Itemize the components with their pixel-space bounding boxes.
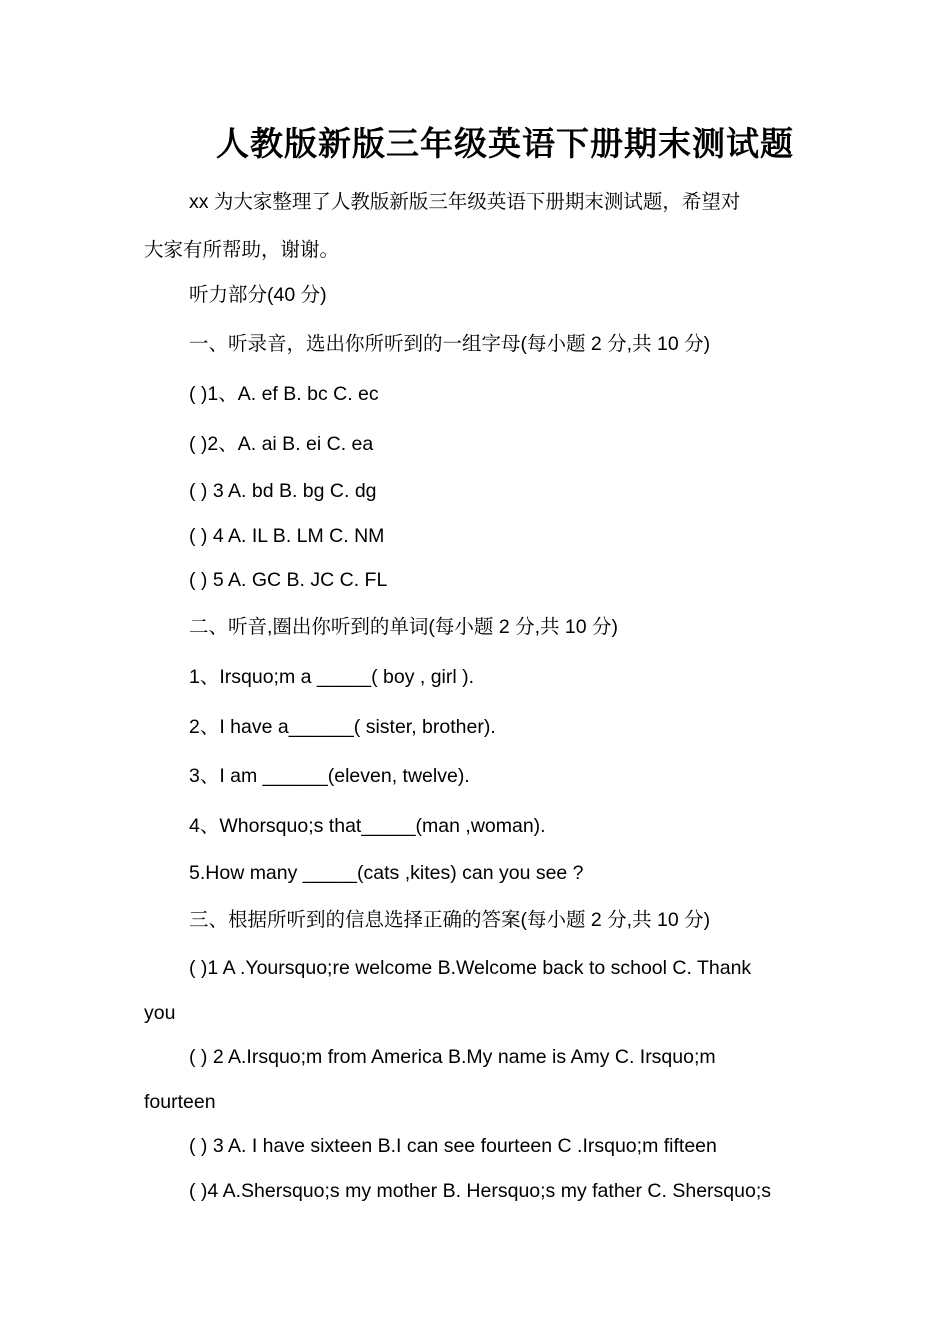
section2-item: 2、I have a______( sister, brother).	[189, 716, 496, 738]
section3-question-2-continued: fourteen	[144, 1091, 216, 1113]
intro-line-1: xx 为大家整理了人教版新版三年级英语下册期末测试题，希望对	[189, 191, 741, 213]
document-title: 人教版新版三年级英语下册期末测试题	[216, 124, 794, 163]
section1-item: ( ) 5 A. GC B. JC C. FL	[189, 569, 388, 591]
section2-item: 1、Irsquo;m a _____( boy , girl ).	[189, 666, 475, 688]
section1-item: ( )2、A. ai B. ei C. ea	[189, 433, 374, 455]
section2-item: 4、Whorsquo;s that_____(man ,woman).	[189, 815, 546, 837]
section3-question-1-continued: you	[144, 1002, 176, 1024]
section1-item: ( )1、A. ef B. bc C. ec	[189, 383, 379, 405]
section3-question-3: ( ) 3 A. I have sixteen B.I can see fourteen C .Irsquo;m fifteen	[189, 1135, 717, 1157]
section2-item: 5.How many _____(cats ,kites) can you see ?	[189, 862, 584, 884]
section3-question-2: ( ) 2 A.Irsquo;m from America B.My name is Amy C. Irsquo;m	[189, 1046, 716, 1068]
section3-question-1: ( )1 A .Yoursquo;re welcome B.Welcome back to school C. Thank	[189, 957, 752, 979]
section3-question-4: ( )4 A.Shersquo;s my mother B. Hersquo;s my father C. Shersquo;s	[189, 1180, 771, 1202]
section3-heading: 三、根据所听到的信息选择正确的答案(每小题 2 分,共 10 分)	[189, 909, 711, 931]
section1-item: ( ) 4 A. IL B. LM C. NM	[189, 525, 385, 547]
section1-heading: 一、听录音，选出你所听到的一组字母(每小题 2 分,共 10 分)	[189, 333, 711, 355]
section2-heading: 二、听音,圈出你听到的单词(每小题 2 分,共 10 分)	[189, 616, 619, 638]
section1-item: ( ) 3 A. bd B. bg C. dg	[189, 480, 377, 502]
listening-part-heading: 听力部分(40 分)	[189, 284, 327, 306]
section2-item: 3、I am ______(eleven, twelve).	[189, 765, 470, 787]
intro-line-2: 大家有所帮助，谢谢。	[144, 239, 340, 261]
